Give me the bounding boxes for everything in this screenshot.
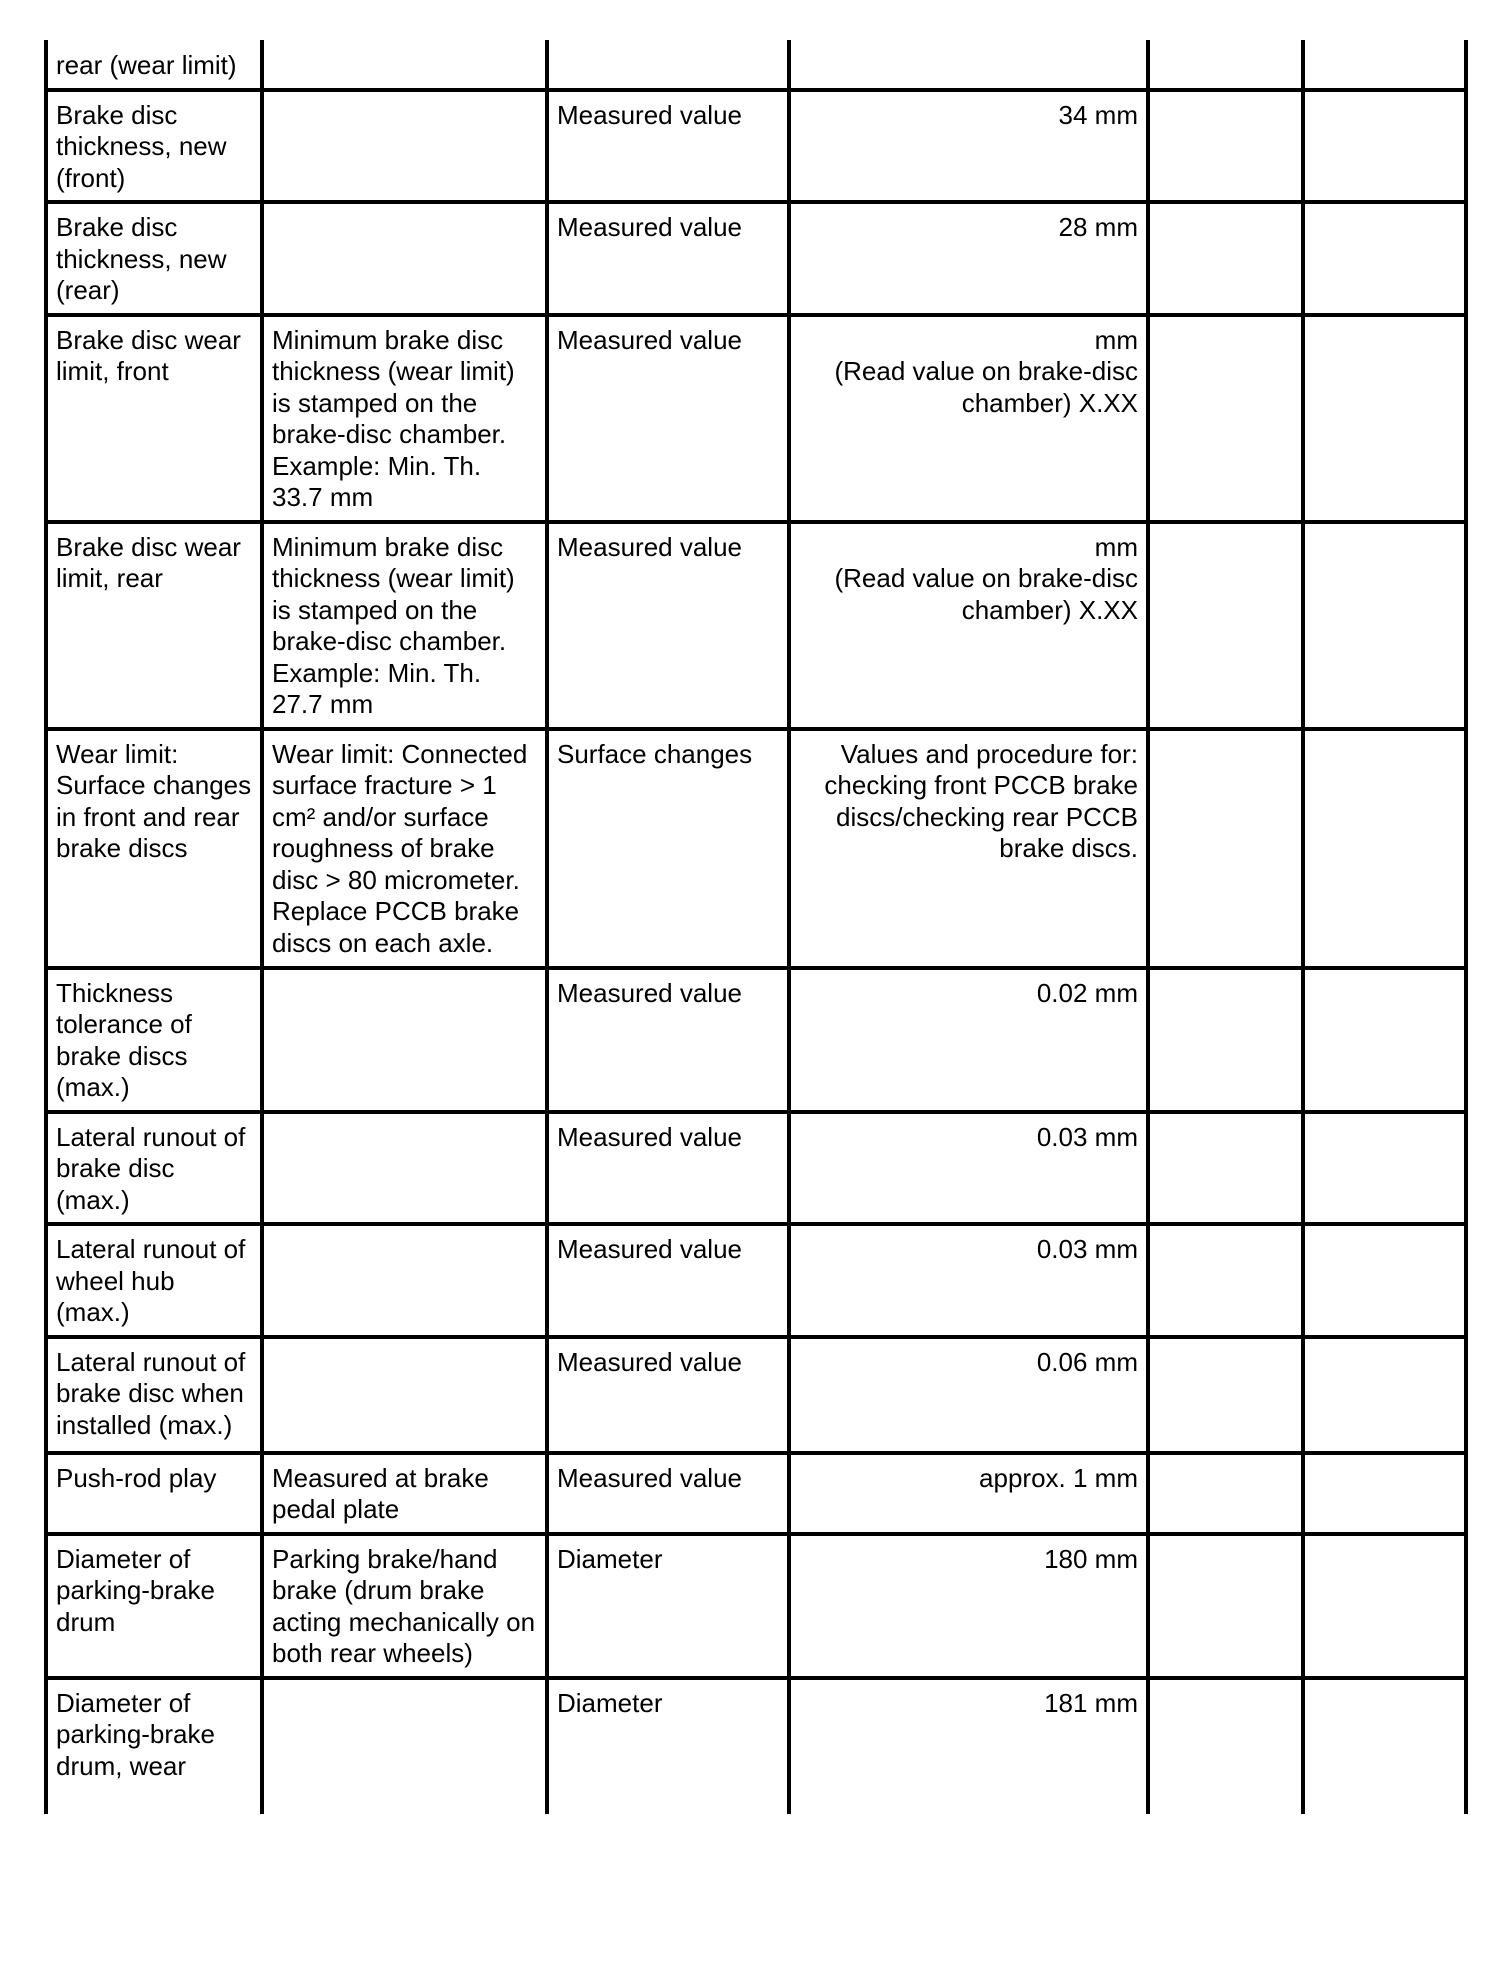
extra-cell-1 [1148,1112,1303,1225]
table-row [46,1112,1466,1225]
value-cell [789,1678,1148,1814]
value-cell-text: approx. 1 mm [979,1462,1138,1493]
value-cell-text: 180 mm [1044,1543,1138,1574]
value-cell [789,202,1148,315]
value-cell-text: Values and procedure for: checking front PCCB brake discs/checking rear PCCB brake discs. [824,738,1138,863]
note-cell-text: Minimum brake disc thickness (wear limit) is stamped on the brake-disc chamber. Example: Min. Th. 27.7 mm [272,531,515,719]
document-page [44,40,1464,1940]
parameter-cell [46,1112,262,1225]
note-cell [262,1453,547,1534]
extra-cell-2 [1303,202,1466,315]
value-cell [789,40,1148,90]
extra-cell-1 [1148,968,1303,1112]
parameter-cell [46,522,262,729]
note-cell [262,90,547,203]
note-cell [262,40,547,90]
extra-cell-2 [1303,1112,1466,1225]
extra-cell-2 [1303,1224,1466,1337]
type-cell [547,522,789,729]
extra-cell-2 [1303,968,1466,1112]
extra-cell-2 [1303,1678,1466,1814]
parameter-cell-text: Diameter of parking-brake drum, wear [56,1687,215,1781]
type-cell-text: Measured value [557,531,742,562]
type-cell-text: Diameter [557,1543,663,1574]
type-cell [547,729,789,968]
parameter-cell-text: Diameter of parking-brake drum [56,1543,215,1637]
table-row [46,522,1466,729]
value-cell [789,315,1148,522]
note-cell [262,202,547,315]
type-cell-text: Measured value [557,99,742,130]
note-cell [262,1678,547,1814]
parameter-cell [46,1453,262,1534]
note-cell [262,315,547,522]
value-cell [789,1337,1148,1453]
parameter-cell [46,729,262,968]
table-row [46,729,1466,968]
table-row [46,202,1466,315]
table-row [46,1678,1466,1814]
extra-cell-1 [1148,1534,1303,1678]
note-cell-text: Parking brake/hand brake (drum brake acting mechanically on both rear wheels) [272,1543,536,1668]
note-cell [262,1224,547,1337]
parameter-cell-text: Brake disc wear limit, rear [56,531,241,593]
extra-cell-2 [1303,522,1466,729]
value-cell-text: 34 mm [1058,99,1138,130]
type-cell [547,968,789,1112]
type-cell-text: Diameter [557,1687,663,1718]
type-cell [547,1678,789,1814]
type-cell [547,40,789,90]
value-cell-text: 0.03 mm [1036,1121,1138,1152]
extra-cell-1 [1148,522,1303,729]
parameter-cell [46,1224,262,1337]
value-cell-text: 0.06 mm [1036,1346,1138,1377]
value-cell-text: mm (Read value on brake-disc chamber) X.XX [834,531,1138,625]
extra-cell-1 [1148,1224,1303,1337]
parameter-cell-text: rear (wear limit) [56,50,237,80]
parameter-cell-text: Lateral runout of brake disc (max.) [56,1121,246,1215]
value-cell [789,90,1148,203]
value-cell-text: mm (Read value on brake-disc chamber) X.XX [834,324,1138,418]
note-cell-text: Wear limit: Connected surface fracture > 1 cm² and/or surface roughness of brake disc > 80 micrometer. Replace PCCB brake discs on each axle. [272,738,528,958]
type-cell-text: Measured value [557,1121,742,1152]
extra-cell-2 [1303,90,1466,203]
parameter-cell-text: Wear limit: Surface changes in front and rear brake discs [56,738,252,863]
parameter-cell [46,40,262,90]
type-cell-text: Measured value [557,1346,742,1377]
table-row [46,1453,1466,1534]
extra-cell-1 [1148,1678,1303,1814]
parameter-cell-text: Brake disc thickness, new (rear) [56,212,227,305]
value-cell-text: 181 mm [1044,1687,1138,1718]
value-cell [789,1453,1148,1534]
parameter-cell [46,1337,262,1453]
parameter-cell [46,315,262,522]
note-cell [262,1112,547,1225]
type-cell [547,1453,789,1534]
note-cell [262,1337,547,1453]
note-cell-text: Minimum brake disc thickness (wear limit) is stamped on the brake-disc chamber. Example: Min. Th. 33.7 mm [272,324,515,512]
type-cell [547,1112,789,1225]
type-cell-text: Measured value [557,1234,742,1264]
extra-cell-1 [1148,202,1303,315]
table-row [46,315,1466,522]
table-row [46,90,1466,203]
table-row [46,968,1466,1112]
note-cell [262,968,547,1112]
note-cell-text: Measured at brake pedal plate [272,1462,489,1524]
parameter-cell [46,1678,262,1814]
extra-cell-1 [1148,315,1303,522]
extra-cell-2 [1303,1534,1466,1678]
type-cell [547,90,789,203]
extra-cell-1 [1148,729,1303,968]
parameter-cell-text: Lateral runout of wheel hub (max.) [56,1234,246,1327]
table-row [46,1224,1466,1337]
table-row [46,1337,1466,1453]
parameter-cell-text: Thickness tolerance of brake discs (max.) [56,977,192,1102]
value-cell [789,1224,1148,1337]
type-cell-text: Measured value [557,212,742,242]
value-cell-text: 28 mm [1058,212,1138,242]
note-cell [262,522,547,729]
extra-cell-2 [1303,40,1466,90]
note-cell [262,1534,547,1678]
parameter-cell-text: Push-rod play [56,1462,217,1493]
parameter-cell [46,968,262,1112]
parameter-cell-text: Brake disc thickness, new (front) [56,99,227,193]
type-cell [547,1337,789,1453]
parameter-cell-text: Brake disc wear limit, front [56,324,241,386]
type-cell [547,1224,789,1337]
parameter-cell [46,1534,262,1678]
extra-cell-2 [1303,1337,1466,1453]
table-row [46,40,1466,90]
note-cell [262,729,547,968]
extra-cell-1 [1148,90,1303,203]
value-cell-text: 0.03 mm [1036,1234,1138,1264]
extra-cell-2 [1303,1453,1466,1534]
extra-cell-2 [1303,729,1466,968]
value-cell [789,522,1148,729]
extra-cell-1 [1148,40,1303,90]
type-cell [547,1534,789,1678]
parameter-cell [46,90,262,203]
value-cell-text: 0.02 mm [1036,977,1138,1008]
value-cell [789,1112,1148,1225]
value-cell [789,968,1148,1112]
value-cell [789,1534,1148,1678]
table-row [46,1534,1466,1678]
table-body [46,40,1466,1814]
parameter-cell-text: Lateral runout of brake disc when installed (max.) [56,1346,246,1440]
extra-cell-1 [1148,1337,1303,1453]
extra-cell-2 [1303,315,1466,522]
type-cell [547,202,789,315]
type-cell-text: Surface changes [557,738,753,769]
type-cell-text: Measured value [557,977,742,1008]
type-cell [547,315,789,522]
parameter-cell [46,202,262,315]
type-cell-text: Measured value [557,1462,742,1493]
extra-cell-1 [1148,1453,1303,1534]
value-cell [789,729,1148,968]
brake-specifications-table [44,40,1468,1814]
type-cell-text: Measured value [557,324,742,355]
